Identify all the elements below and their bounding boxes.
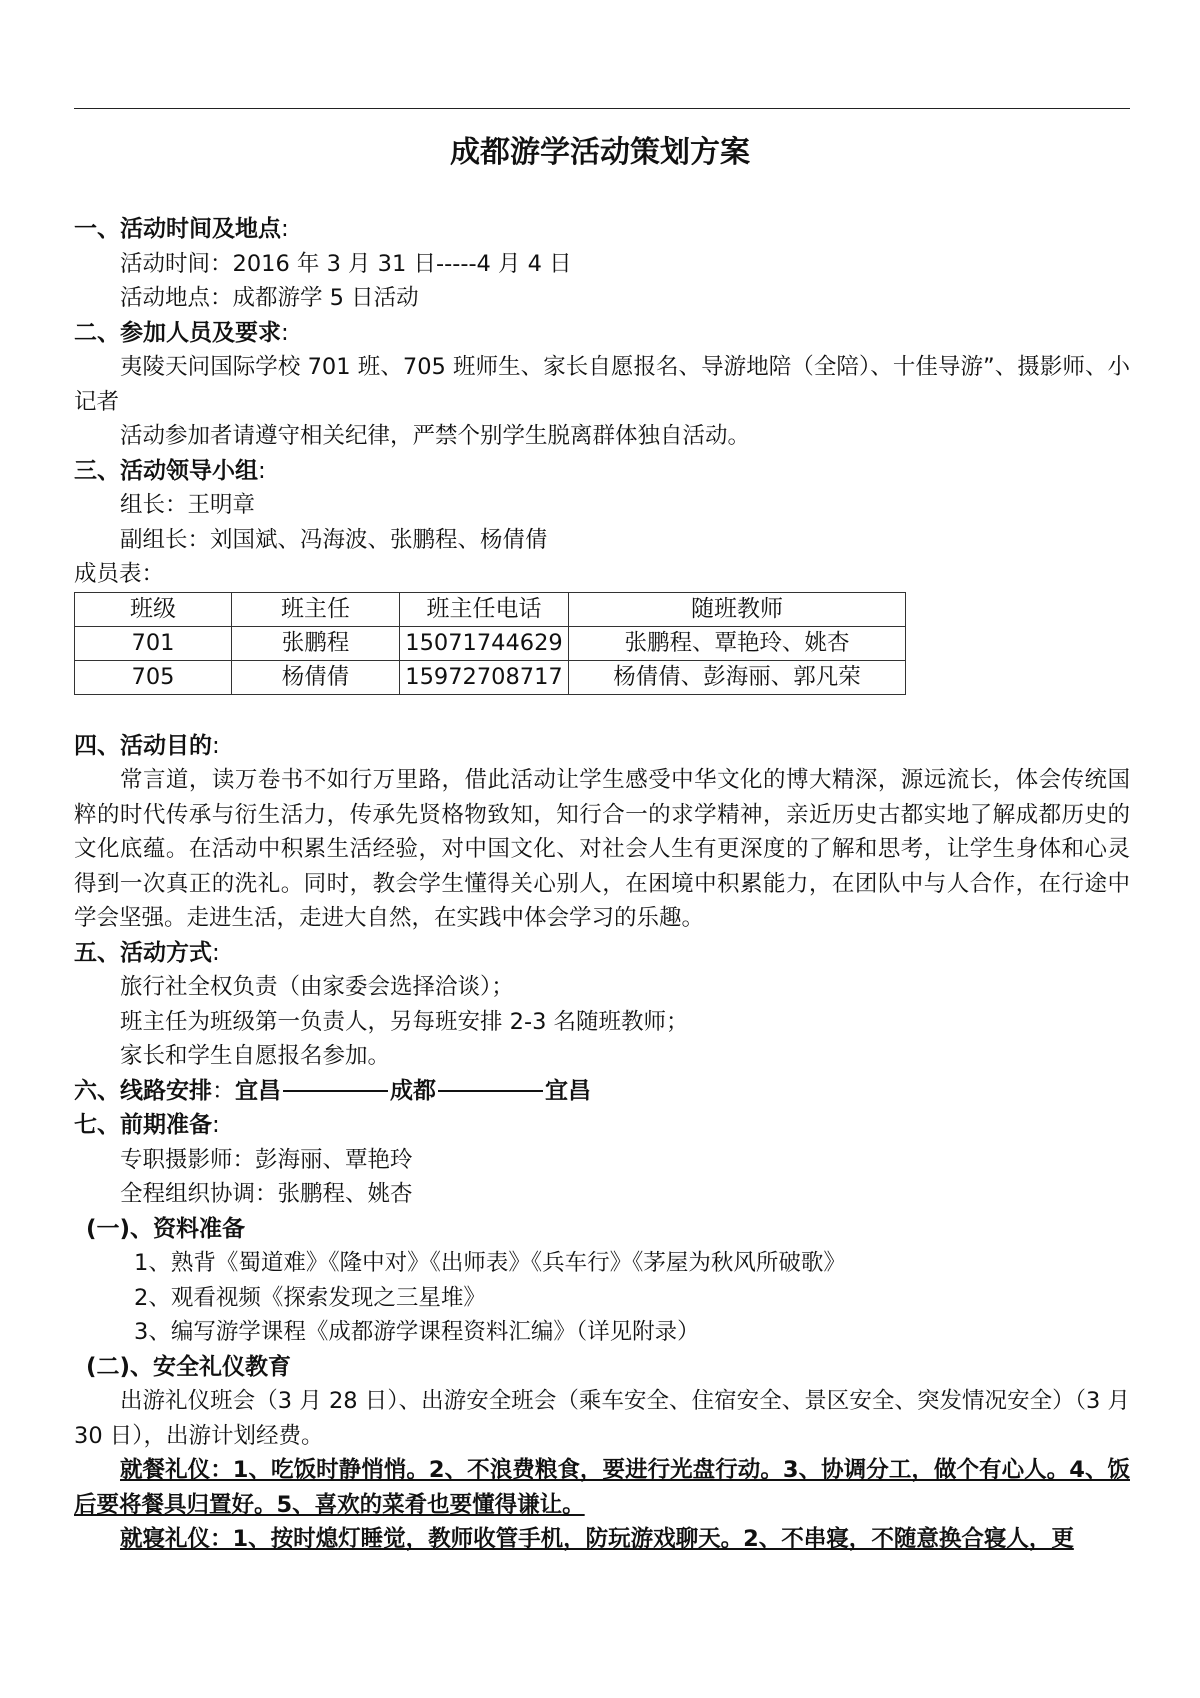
table-row — [75, 660, 906, 694]
participants-text: 夷陵天问国际学校 701 班、705 班师生、家长自愿报名、导游地陪（全陪）、十佳导游”、摄影师、小记者 — [74, 354, 1130, 415]
route-line — [438, 1090, 543, 1092]
group-leader: 组长：王明章 — [120, 492, 256, 518]
table-row — [75, 626, 906, 660]
deputy-leaders: 副组长：刘国斌、冯海波、张鹏程、杨倩倩 — [120, 526, 548, 553]
route-stop: 宜昌 — [545, 1077, 591, 1104]
list-item: 2、观看视频《探索发现之三星堆》 — [134, 1284, 486, 1311]
spacer — [74, 695, 1130, 729]
list-item: 1、熟背《蜀道难》《隆中对》《出师表》《兵车行》《茅屋为秋风所破歌》 — [134, 1250, 846, 1276]
members-table — [74, 592, 906, 695]
photographer-line: 专职摄影师：彭海丽、覃艳玲 — [120, 1146, 413, 1173]
sleeping-etiquette: 就寝礼仪：1、按时熄灯睡觉，教师收管手机，防玩游戏聊天。2、不串寝，不随意换合寝人，更 — [120, 1526, 1074, 1552]
table-cell: 杨倩倩 — [232, 660, 400, 694]
section-heading-leadership: 三、活动领导小组: — [74, 457, 266, 484]
table-cell: 705 — [75, 660, 232, 694]
table-header-row — [75, 592, 906, 626]
page-title: 成都游学活动策划方案 — [450, 135, 750, 170]
subheading-safety: (二)、安全礼仪教育 — [86, 1353, 292, 1380]
activity-time: 活动时间：2016 年 3 月 31 日-----4 月 4 日 — [120, 250, 572, 277]
participants-rules: 活动参加者请遵守相关纪律，严禁个别学生脱离群体独自活动。 — [120, 423, 751, 449]
route-stop: 成都 — [390, 1077, 436, 1104]
section-heading-preparation: 七、前期准备: — [74, 1112, 220, 1138]
table-header-cell: 随班教师 — [569, 592, 906, 626]
method-line: 家长和学生自愿报名参加。 — [120, 1043, 391, 1069]
document-body — [74, 212, 1130, 1557]
section-heading-time-place: 一、活动时间及地点: — [74, 216, 289, 242]
route-line — [283, 1090, 388, 1092]
members-label: 成员表： — [74, 561, 165, 587]
dining-etiquette: 就餐礼仪：1、吃饭时静悄悄。2、不浪费粮食，要进行光盘行动。3、协调分工，做个有心人。4、饭后要将餐具归置好。5、喜欢的菜肴也要懂得谦让。 — [74, 1457, 1130, 1518]
section-heading-purpose: 四、活动目的: — [74, 732, 220, 759]
table-header-cell: 班级 — [75, 592, 232, 626]
route-stop: 宜昌 — [235, 1077, 281, 1104]
table-cell: 15071744629 — [400, 626, 569, 660]
table-cell: 杨倩倩、彭海丽、郭凡荣 — [569, 660, 906, 694]
table-header-cell: 班主任电话 — [400, 592, 569, 626]
list-item: 3、编写游学课程《成都游学课程资料汇编》（详见附录） — [134, 1319, 700, 1345]
subheading-materials: (一)、资料准备 — [86, 1215, 246, 1242]
table-cell: 15972708717 — [400, 660, 569, 694]
table-header-cell: 班主任 — [232, 592, 400, 626]
section-heading-route: 六、线路安排：宜昌 成都 宜昌 — [74, 1077, 591, 1104]
table-cell: 张鹏程、覃艳玲、姚杏 — [569, 626, 906, 660]
coordinator-line: 全程组织协调：张鹏程、姚杏 — [120, 1181, 413, 1207]
activity-place: 活动地点：成都游学 5 日活动 — [120, 285, 419, 311]
header-rule — [74, 108, 1130, 109]
section-heading-participants: 二、参加人员及要求: — [74, 319, 289, 346]
table-cell: 701 — [75, 626, 232, 660]
table-cell: 张鹏程 — [232, 626, 400, 660]
purpose-text: 常言道，读万卷书不如行万里路，借此活动让学生感受中华文化的博大精深，源远流长，体会传统国粹的时代传承与衍生活力，传承先贤格物致知，知行合一的求学精神，亲近历史古都实地了解成都历史的文化底蕴。在活动中积累生活经验，对中国文化、对社会人生有更深度的了解和思考，让学生身体和心灵得到一次真正的洗礼。同时，教会学生懂得关心别人，在困境中积累能力，在团队中与人合作，在行途中学会坚强。走进生活，走进大自然，在实践中体会学习的乐趣。 — [74, 767, 1130, 931]
section-heading-method: 五、活动方式: — [74, 939, 220, 966]
method-line: 旅行社全权负责（由家委会选择洽谈）； — [120, 974, 514, 1000]
safety-text: 出游礼仪班会（3 月 28 日）、出游安全班会（乘车安全、住宿安全、景区安全、突发情况安全）（3 月 30 日），出游计划经费。 — [74, 1388, 1130, 1449]
method-line: 班主任为班级第一负责人，另每班安排 2-3 名随班教师； — [120, 1008, 689, 1035]
